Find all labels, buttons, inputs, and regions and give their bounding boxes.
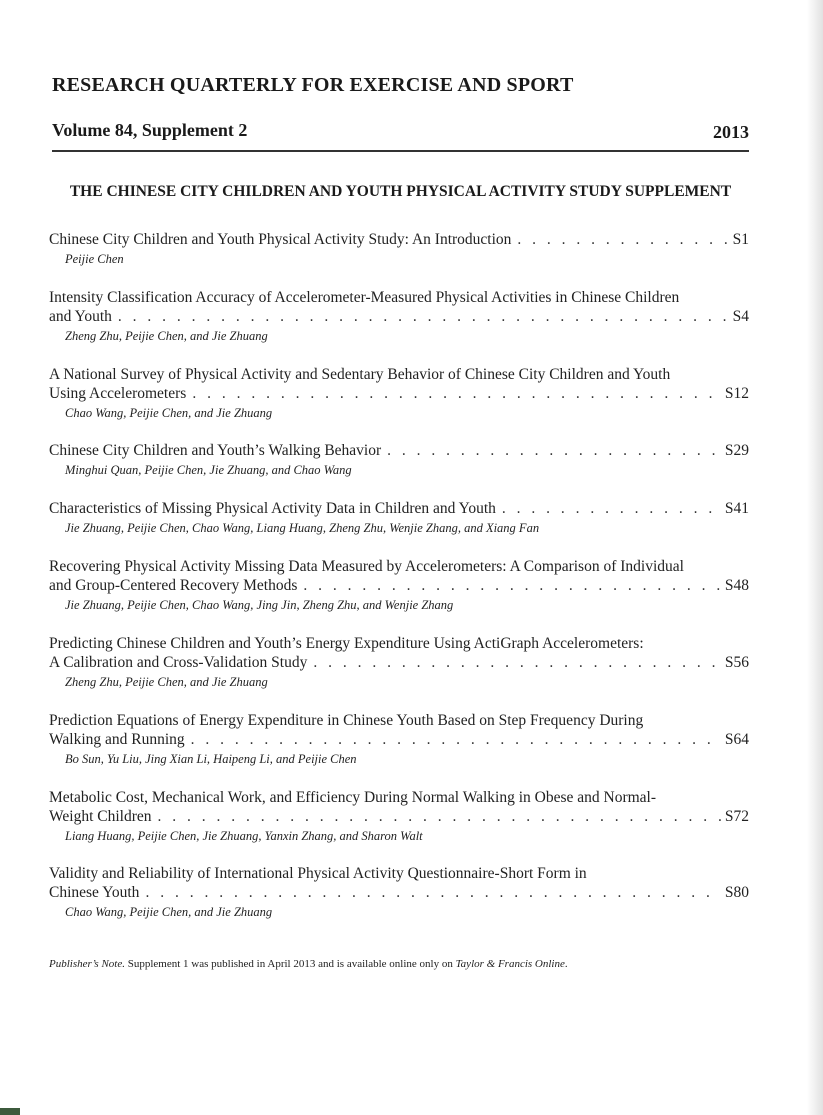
toc-entry-page: S56 bbox=[724, 654, 749, 671]
toc-entry[interactable] bbox=[49, 557, 749, 614]
dot-leader bbox=[145, 883, 720, 902]
toc-entry-page: S29 bbox=[724, 442, 749, 459]
toc-entry-title-line: Recovering Physical Activity Missing Data Measured by Accelerometers: A Comparison of Individual bbox=[49, 558, 684, 575]
toc-entry-title-line: Validity and Reliability of International Physical Activity Questionnaire-Short Form in bbox=[49, 865, 587, 882]
toc-entry[interactable] bbox=[49, 864, 749, 921]
toc-entry-title-line: Metabolic Cost, Mechanical Work, and Efficiency During Normal Walking in Obese and Normal- bbox=[49, 789, 657, 806]
toc-entry-lead-line bbox=[49, 499, 749, 518]
toc-entry-title: and Group-Centered Recovery Methods bbox=[49, 577, 298, 594]
publisher-note-label: Publisher’s Note. bbox=[49, 958, 125, 970]
toc-entry-lead-line bbox=[49, 230, 749, 249]
dot-leader bbox=[191, 730, 721, 749]
toc-entry-lead-line bbox=[49, 883, 749, 902]
journal-title: RESEARCH QUARTERLY FOR EXERCISE AND SPORT bbox=[52, 74, 574, 96]
volume-label: Volume 84, Supplement 2 bbox=[52, 120, 248, 140]
toc-entry-lead-line bbox=[49, 576, 749, 595]
toc-entry[interactable] bbox=[49, 441, 749, 479]
toc-entry-title: Walking and Running bbox=[49, 731, 185, 748]
dot-leader bbox=[387, 441, 721, 460]
toc-entry[interactable] bbox=[49, 788, 749, 845]
toc-entry-authors: Bo Sun, Yu Liu, Jing Xian Li, Haipeng Li, and Peijie Chen bbox=[65, 752, 357, 766]
year-label: 2013 bbox=[713, 122, 749, 142]
toc-entry-title: Chinese Youth bbox=[49, 884, 140, 901]
toc-entry-title: A Calibration and Cross-Validation Study bbox=[49, 654, 308, 671]
toc-entry-title: Chinese City Children and Youth Physical Activity Study: An Introduction bbox=[49, 231, 512, 248]
toc-entry-page: S80 bbox=[724, 884, 749, 901]
toc-entry-authors: Zheng Zhu, Peijie Chen, and Jie Zhuang bbox=[65, 329, 268, 343]
toc-entry-authors: Zheng Zhu, Peijie Chen, and Jie Zhuang bbox=[65, 675, 268, 689]
toc-entry-title: Weight Children bbox=[49, 808, 152, 825]
toc-entry-lead-line bbox=[49, 807, 749, 826]
dot-leader bbox=[158, 807, 721, 826]
toc-entry-authors: Peijie Chen bbox=[65, 252, 124, 266]
toc-entry-authors: Chao Wang, Peijie Chen, and Jie Zhuang bbox=[65, 905, 273, 919]
dot-leader bbox=[192, 384, 721, 403]
toc-entry-page: S41 bbox=[724, 500, 749, 517]
toc-entry-title: Chinese City Children and Youth’s Walking Behavior bbox=[49, 442, 382, 459]
dot-leader bbox=[502, 499, 721, 518]
dot-leader bbox=[118, 307, 729, 326]
toc-entry-title-line: Predicting Chinese Children and Youth’s Energy Expenditure Using ActiGraph Accelerometers: bbox=[49, 635, 644, 652]
toc-entry-lead-line bbox=[49, 384, 749, 403]
toc-entry-authors: Chao Wang, Peijie Chen, and Jie Zhuang bbox=[65, 406, 273, 420]
toc-entry-page: S48 bbox=[724, 577, 749, 594]
toc-entry-title-line: A National Survey of Physical Activity and Sedentary Behavior of Chinese City Children and Youth bbox=[49, 366, 671, 383]
toc-entry-lead-line bbox=[49, 307, 749, 326]
toc-entry[interactable] bbox=[49, 634, 749, 691]
toc-entry-title-line: Prediction Equations of Energy Expenditure in Chinese Youth Based on Step Frequency During bbox=[49, 712, 644, 729]
dot-leader bbox=[517, 230, 728, 249]
toc-entry[interactable] bbox=[49, 499, 749, 537]
toc-entry-authors: Jie Zhuang, Peijie Chen, Chao Wang, Jing Jin, Zheng Zhu, and Wenjie Zhang bbox=[65, 598, 454, 612]
toc-entry-page: S64 bbox=[724, 731, 749, 748]
toc-entry-lead-line bbox=[49, 653, 749, 672]
toc-entry-authors: Minghui Quan, Peijie Chen, Jie Zhuang, and Chao Wang bbox=[65, 463, 352, 477]
publisher-note bbox=[49, 958, 568, 970]
toc-entry[interactable] bbox=[49, 230, 749, 268]
toc-entry-authors: Jie Zhuang, Peijie Chen, Chao Wang, Liang Huang, Zheng Zhu, Wenjie Zhang, and Xiang Fan bbox=[65, 521, 540, 535]
toc-entry-page: S1 bbox=[732, 231, 749, 248]
toc-entry-lead-line bbox=[49, 730, 749, 749]
section-title: THE CHINESE CITY CHILDREN AND YOUTH PHYSICAL ACTIVITY STUDY SUPPLEMENT bbox=[69, 183, 732, 200]
toc-entry-title-line: Intensity Classification Accuracy of Accelerometer-Measured Physical Activities in Chinese Children bbox=[49, 289, 680, 306]
toc-entry-page: S12 bbox=[724, 385, 749, 402]
toc-entry-page: S4 bbox=[732, 308, 749, 325]
toc-entry-title: Characteristics of Missing Physical Activity Data in Children and Youth bbox=[49, 500, 496, 517]
publisher-note-link[interactable]: Taylor & Francis Online bbox=[455, 958, 565, 970]
toc-entry[interactable] bbox=[49, 365, 749, 422]
toc-entry-title: Using Accelerometers bbox=[49, 385, 187, 402]
toc-entry[interactable] bbox=[49, 288, 749, 345]
toc-entry-title: and Youth bbox=[49, 308, 112, 325]
dot-leader bbox=[303, 576, 721, 595]
publisher-note-end: . bbox=[564, 958, 568, 970]
toc-entry-page: S72 bbox=[724, 808, 749, 825]
publisher-note-text: Supplement 1 was published in April 2013 and is available online only on bbox=[127, 958, 453, 970]
toc-entry-lead-line bbox=[49, 441, 749, 460]
toc-entry[interactable] bbox=[49, 711, 749, 768]
toc-entry-authors: Liang Huang, Peijie Chen, Jie Zhuang, Yanxin Zhang, and Sharon Walt bbox=[65, 829, 423, 843]
dot-leader bbox=[313, 653, 721, 672]
